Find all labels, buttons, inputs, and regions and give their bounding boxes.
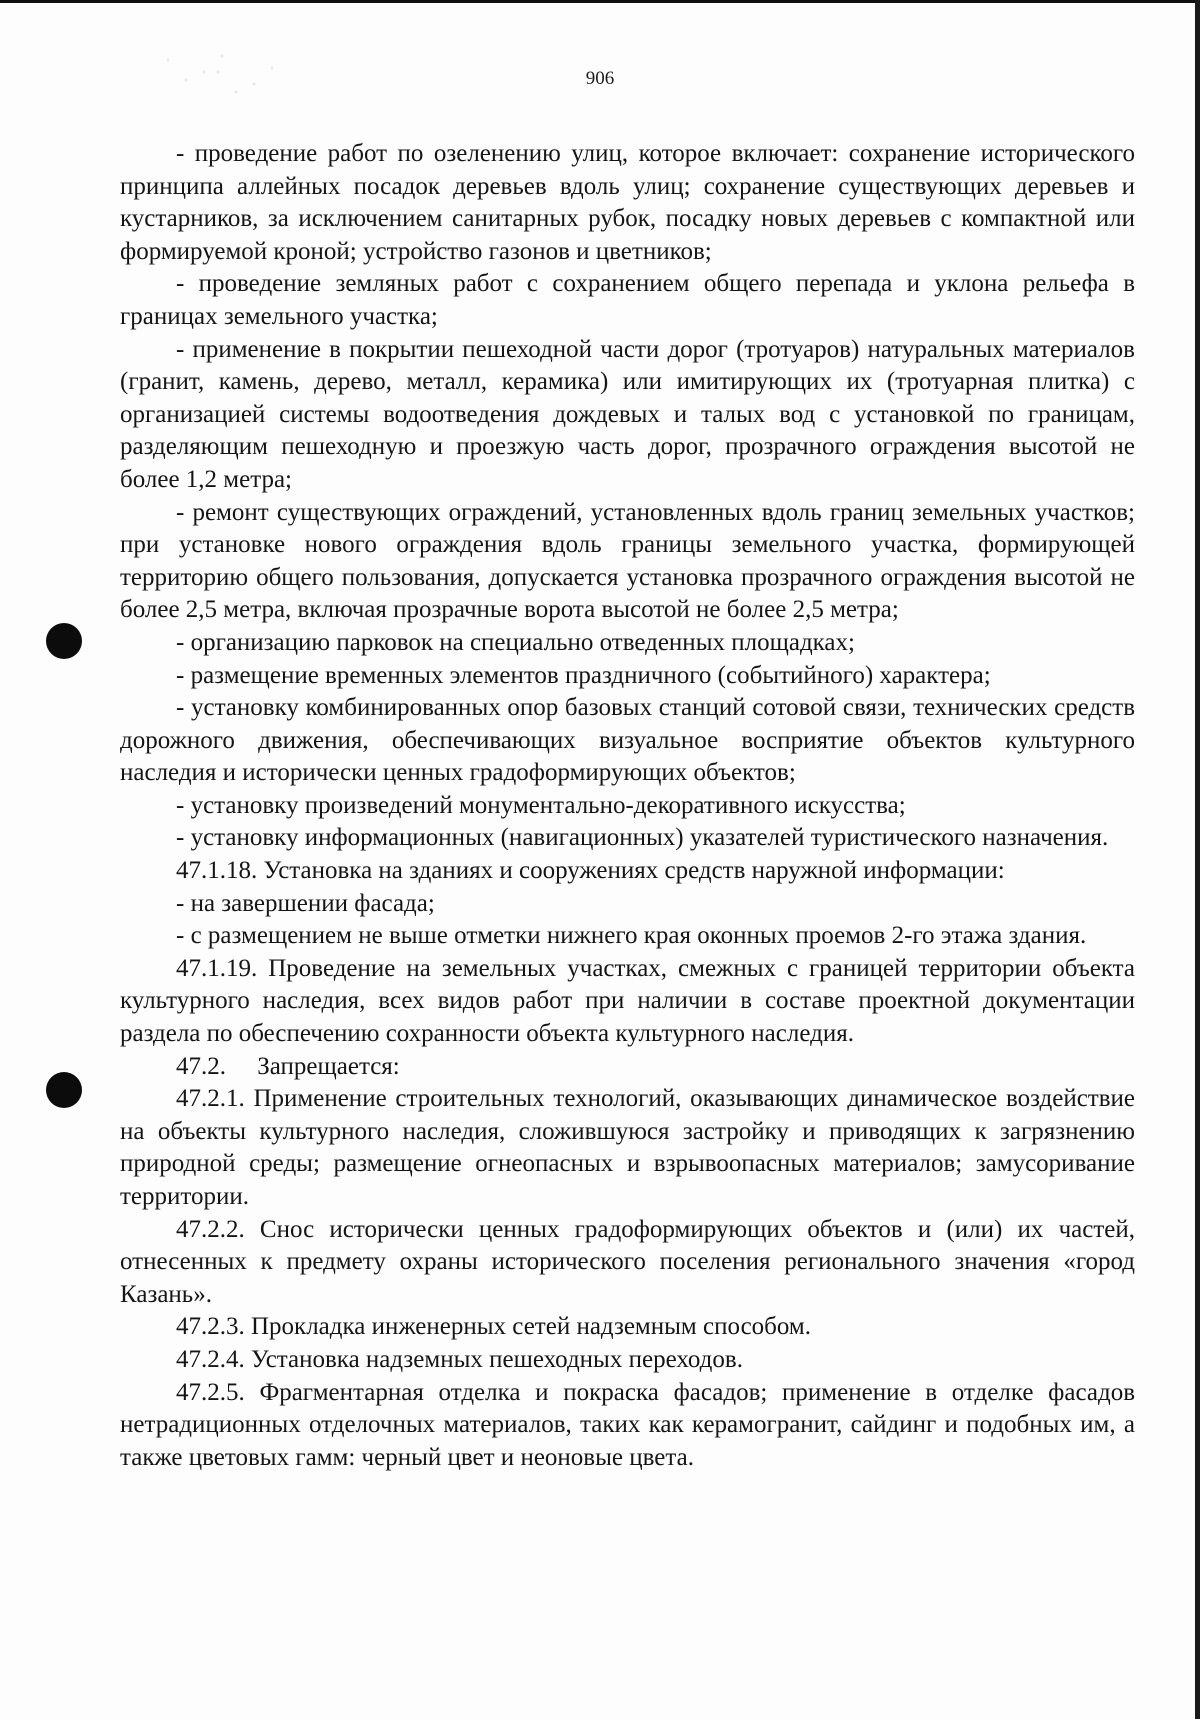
punch-hole-icon [46,1072,82,1108]
paragraph-monumental-art: - установку произведений монументально-декоративного искусства; [176,791,906,819]
paragraph-fences: - ремонт существующих ограждений, установленных вдоль границ земельных участков; при установке нового ограждения вдоль границы земельного участка, формирующей территорию общего пользования, допускается установка прозрачного ограждения высотой не более 2,5 метра, включая прозрачные ворота высотой не более 2,5 метра; [120,498,1135,624]
document-body [120,138,1135,1474]
paragraph-tourist-signs: - установку информационных (навигационных) указателей туристического назначения. [176,824,1109,852]
paragraph-pavement: - применение в покрытии пешеходной части дорог (тротуаров) натуральных материалов (гранит, камень, дерево, металл, керамика) или имитирующих их (тротуарная плитка) с организацией системы водоотведения дождевых и талых вод с установкой по границам, разделяющим пешеходную и проезжую часть дорог, прозрачного ограждения высотой не более 1,2 метра; [120,335,1135,493]
clause-47-2-2: 47.2.2. Снос исторически ценных градоформирующих объектов и (или) их частей, отнесенных к предмету охраны исторического поселения регионального значения «город Казань». [120,1215,1135,1308]
clause-47-1-19: 47.1.19. Проведение на земельных участках, смежных с границей территории объекта культурного наследия, всех видов работ при наличии в составе проектной документации раздела по обеспечению сохранности объекта культурного наследия. [120,954,1135,1048]
scan-edge-right [1195,0,1200,1719]
clause-47-1-18: 47.1.18. Установка на зданиях и сооружениях средств наружной информации: [176,857,1005,885]
clause-47-2-4: 47.2.4. Установка надземных пешеходных переходов. [176,1345,743,1373]
clause-47-2-1: 47.2.1. Применение строительных технологий, оказывающих динамическое воздействие на объекты культурного наследия, сложившуюся застройку и приводящих к загрязнению природной среды; размещение огнеопасных и взрывоопасных материалов; замусоривание территории. [120,1085,1135,1210]
clause-47-2-5: 47.2.5. Фрагментарная отделка и покраска фасадов; применение в отделке фасадов нетрадиционных отделочных материалов, таких как керамогранит, сайдинг и подобных им, а также цветовых гамм: черный цвет и неоновые цвета. [120,1378,1135,1471]
punch-hole-icon [46,623,82,659]
paragraph-temporary-elements: - размещение временных элементов праздничного (событийного) характера; [176,661,991,689]
page-number: 906 [585,68,615,89]
paragraph-second-floor: - с размещением не выше отметки нижнего края оконных проемов 2-го этажа здания. [176,922,1087,950]
scan-edge-top [0,0,1200,3]
clause-47-2-3: 47.2.3. Прокладка инженерных сетей надземным способом. [176,1313,811,1341]
paragraph-earthworks: - проведение земляных работ с сохранением общего перепада и уклона рельефа в границах земельного участка; [120,270,1135,330]
paragraph-combined-poles: - установку комбинированных опор базовых станций сотовой связи, технических средств дорожного движения, обеспечивающих визуальное восприятие объектов культурного наследия и исторически ценных градоформирующих объектов; [120,694,1135,787]
paragraph-facade-top: - на завершении фасада; [176,889,435,917]
paragraph-greening: - проведение работ по озеленению улиц, которое включает: сохранение исторического принципа аллейных посадок деревьев вдоль улиц; сохранение существующих деревьев и кустарников, за исключением санитарных рубок, посадку новых деревьев с компактной или формируемой кроной; устройство газонов и цветников; [120,140,1135,265]
clause-47-2: 47.2. Запрещается: [176,1052,400,1080]
paragraph-parking: - организацию парковок на специально отведенных площадках; [176,628,855,656]
